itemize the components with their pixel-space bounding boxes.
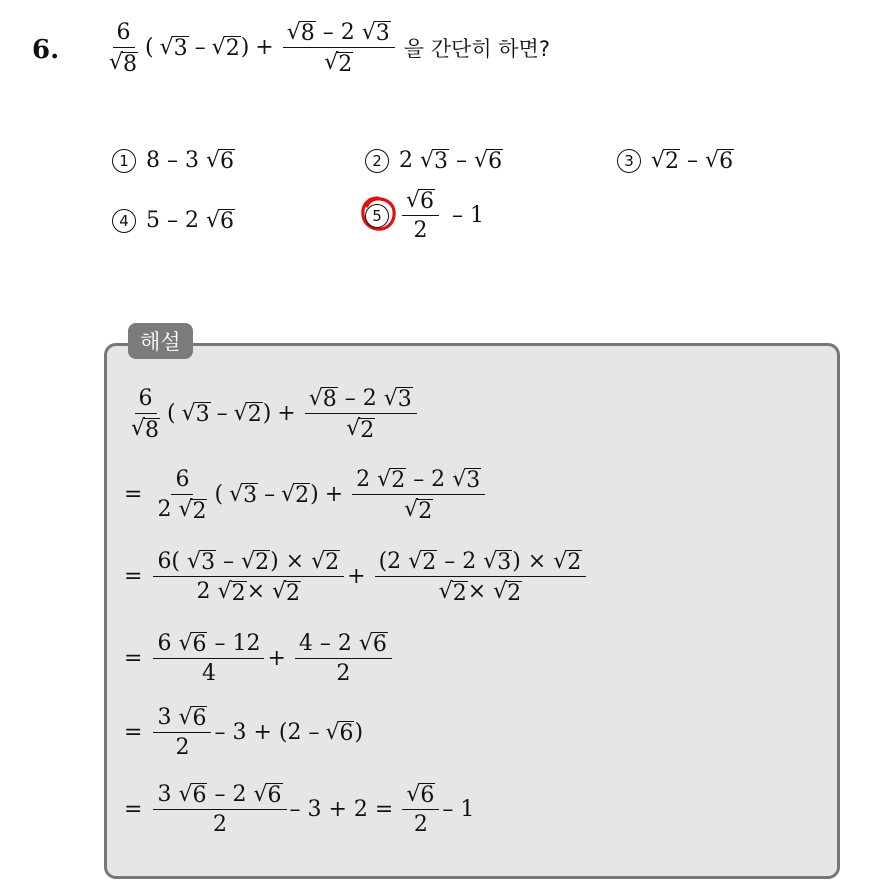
option-marker: 4 — [112, 209, 136, 233]
option-marker: 2 — [365, 149, 389, 173]
option-2[interactable]: 2 2 √ 3 – √ 6 — [365, 148, 503, 173]
question-number: 6. — [32, 35, 60, 65]
sqrt: √ 8 — [109, 50, 138, 77]
solution-line-6: = 3 √ 6 – 2 √ 6 2 – 3 + 2 = √ 6 2 – 1 — [124, 782, 475, 838]
fraction: 6 √ 8 — [109, 20, 138, 77]
option-marker: 3 — [617, 149, 641, 173]
solution-line-3: = 6( √ 3 – √ 2 ) × √ 2 2 √ 2 × √ 2 + (2 √ 2 – 2 √ 3 ) × √ 2 √ 2 × √ 2 — [124, 549, 589, 605]
question-expression: 6 √ 8 ( √ 3 – √ 2 ) + √ 8 – 2 √ 3 √ 2 을 간단히 하면? — [102, 20, 550, 76]
solution-line-1: 6 √ 8 ( √ 3 – √ 2 ) + √ 8 – 2 √ 3 √ 2 — [124, 386, 420, 442]
solution-line-4: = 6 √ 6 – 12 4 + 4 – 2 √ 6 2 — [124, 631, 395, 687]
question-text: 을 간단히 하면? — [403, 36, 550, 61]
option-3[interactable]: 3 √ 2 – √ 6 — [617, 148, 734, 173]
sqrt: √ 3 — [159, 35, 188, 62]
solution-line-2: = 6 2 √ 2 ( √ 3 – √ 2 ) + 2 √ 2 – 2 √ 3 √ 2 — [124, 467, 488, 523]
option-marker: 5 — [365, 204, 389, 228]
option-1[interactable]: 1 8 – 3 √ 6 — [112, 148, 235, 173]
solution-line-5: = 3 √ 6 2 – 3 + (2 – √ 6 ) — [124, 705, 364, 761]
option-marker: 1 — [112, 149, 136, 173]
solution-label: 해설 — [128, 323, 193, 359]
fraction: √ 8 – 2 √ 3 √ 2 — [283, 20, 395, 76]
fraction: √ 6 2 — [402, 188, 439, 244]
option-4[interactable]: 4 5 – 2 √ 6 — [112, 208, 235, 233]
option-5[interactable]: 5 √ 6 2 – 1 — [365, 188, 484, 244]
sqrt: √ 2 — [211, 35, 240, 62]
